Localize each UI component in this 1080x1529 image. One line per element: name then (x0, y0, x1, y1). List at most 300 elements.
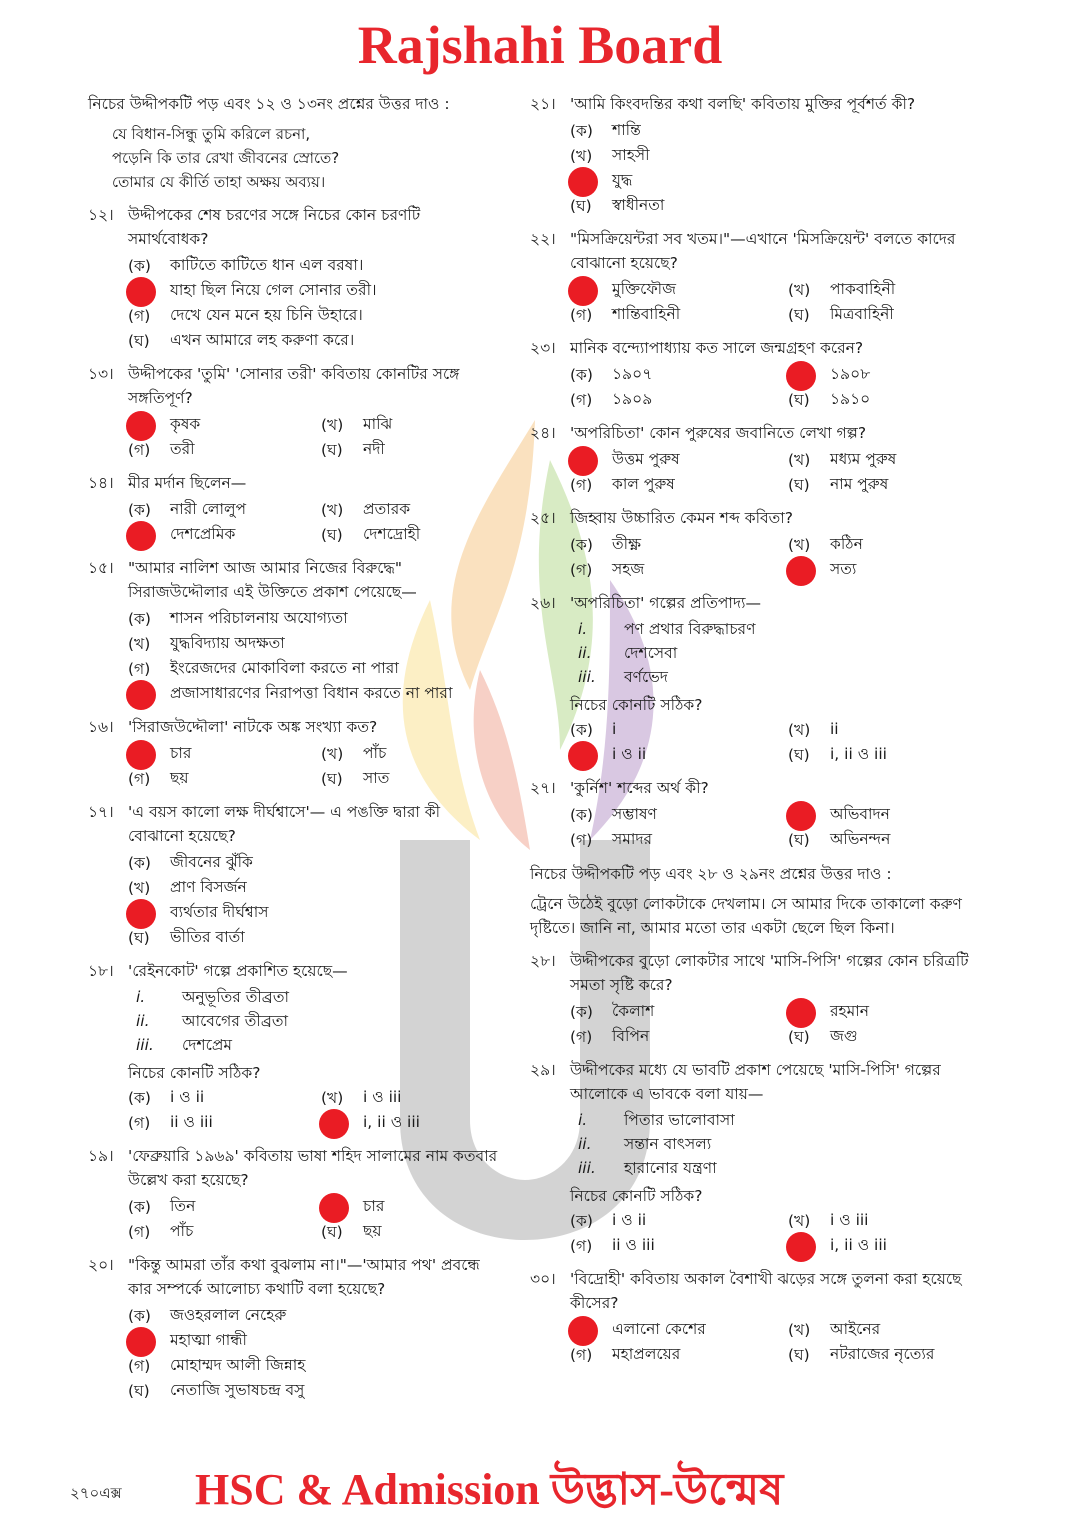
option-mark: (ঘ) (128, 929, 150, 948)
question-number: ১৫। (88, 559, 114, 578)
option-text: অভিনন্দন (830, 830, 891, 849)
option-correct[interactable] (128, 1328, 498, 1353)
option[interactable] (128, 1303, 498, 1328)
option[interactable] (128, 1194, 305, 1219)
option[interactable] (788, 447, 990, 472)
option[interactable] (128, 303, 498, 328)
option-correct[interactable] (570, 277, 772, 302)
statement-numeral: ii. (136, 1012, 150, 1031)
statement-list (578, 1108, 990, 1180)
option[interactable] (788, 1024, 990, 1049)
option-text: আইনের (830, 1320, 881, 1339)
question-number: ২৫। (530, 509, 556, 528)
passage-line: পড়েনি কি তার রেখা জীবনের স্রোতে? (112, 149, 340, 168)
question-25 (530, 506, 990, 582)
option-text: প্রতারক (363, 500, 411, 519)
question-number: ১৩। (88, 365, 114, 384)
option-mark: (গ) (570, 1237, 593, 1256)
question-27 (530, 776, 990, 852)
question-number: ২১। (530, 95, 556, 113)
option-text: জগু (830, 1027, 858, 1046)
option-mark: (গ) (128, 441, 151, 460)
option-text: ভীতির বার্তা (170, 928, 245, 947)
option[interactable] (570, 362, 772, 387)
answer-dot-icon (319, 1109, 349, 1139)
question-stem: মানিক বন্দ্যোপাধ্যায় কত সালে জন্মগ্রহণ করেন? (570, 339, 864, 358)
question-stem: উদ্দীপকের শেষ চরণের সঙ্গে নিচের কোন চরণটি সমার্থবোধক? (128, 206, 421, 249)
option-text: সম্ভাষণ (612, 805, 657, 824)
question-stem: 'রেইনকোট' গল্পে প্রকাশিত হয়েছে— (128, 962, 348, 981)
option-text: i ও iii (363, 1088, 402, 1107)
statement-text: দেশপ্রেম (182, 1036, 233, 1055)
question-14 (88, 471, 498, 547)
question-stem: উদ্দীপকের 'তুমি' 'সোনার তরী' কবিতায় কোনটির সঙ্গে সঙ্গতিপূর্ণ? (128, 365, 460, 408)
option-text: স্বাধীনতা (612, 196, 665, 215)
option[interactable] (321, 766, 498, 791)
option-mark: (খ) (788, 451, 811, 470)
statement-text: অনুভূতির তীব্রতা (182, 988, 289, 1007)
option-mark: (গ) (570, 831, 593, 850)
option-mark: (খ) (788, 1321, 811, 1340)
option-text: জওহরলাল নেহেরু (170, 1306, 287, 1325)
question-stem: জিহ্বায় উচ্চারিত কেমন শব্দ কবিতা? (570, 509, 794, 528)
question-stem: 'আমি কিংবদন্তির কথা বলছি' কবিতায় মুক্তির পূর্বশর্ত কী? (570, 95, 916, 113)
question-20 (88, 1253, 498, 1403)
option-mark: (ক) (570, 1212, 593, 1231)
option-text: ii ও iii (170, 1113, 213, 1132)
statement-numeral: ii. (578, 644, 592, 663)
which-correct-prompt: নিচের কোনটি সঠিক? (570, 696, 703, 715)
option-text: i, ii ও iii (830, 745, 887, 764)
option[interactable] (321, 741, 498, 766)
option-text: i ও ii (612, 745, 647, 764)
option-text: মাঝি (363, 415, 393, 434)
question-stem: উদ্দীপকের মধ্যে যে ভাবটি প্রকাশ পেয়েছে 'মাসি-পিসি' গল্পের আলোকে এ ভাবকে বলা যায়— (570, 1061, 941, 1104)
option-text: i, ii ও iii (830, 1236, 887, 1255)
passage-line: তোমার যে কীর্তি তাহা অক্ষয় অব্যয়। (112, 173, 326, 192)
option-text: জীবনের ঝুঁকি (170, 853, 253, 872)
option-text: চার (170, 744, 192, 763)
option-text: প্রাণ বিসর্জন (170, 878, 247, 897)
option[interactable] (570, 387, 772, 412)
option[interactable] (128, 875, 498, 900)
statement-numeral: ii. (578, 1135, 592, 1154)
option-text: প্রজাসাধারণের নিরাপত্তা বিধান করতে না পারা (170, 684, 453, 703)
statement-text: পণ প্রথার বিরুদ্ধাচরণ (624, 620, 756, 639)
option-text: কৈলাশ (612, 1002, 655, 1021)
which-correct-prompt: নিচের কোনটি সঠিক? (128, 1064, 261, 1083)
option[interactable] (570, 1233, 772, 1258)
option-text: মোহাম্মদ আলী জিন্নাহ (170, 1356, 306, 1375)
option-mark: (গ) (128, 1357, 151, 1376)
option-mark: (গ) (570, 561, 593, 580)
left-column (88, 92, 498, 1403)
option-mark: (ক) (570, 721, 593, 740)
option-mark: (ঘ) (321, 770, 343, 789)
option-text: এলানো কেশের (612, 1320, 706, 1339)
option-text: ii (830, 720, 839, 739)
option-text: পাঁচ (363, 744, 387, 763)
option-text: নারী লোলুপ (170, 500, 247, 519)
option-text: ১৯১০ (830, 390, 871, 409)
answer-dot-icon (786, 556, 816, 586)
option[interactable] (128, 328, 498, 353)
option-mark: (গ) (570, 391, 593, 410)
passage2-intro: নিচের উদ্দীপকটি পড় এবং ২৮ ও ২৯নং প্রশ্নের উত্তর দাও : (530, 865, 892, 884)
option-mark: (ক) (128, 257, 151, 276)
option-mark: (ঘ) (788, 746, 810, 765)
question-number: ২৯। (530, 1061, 556, 1080)
option[interactable] (321, 497, 498, 522)
option[interactable] (788, 532, 990, 557)
option-mark: (খ) (321, 501, 344, 520)
option-mark: (গ) (128, 770, 151, 789)
question-number: ২৪। (530, 424, 556, 443)
page-footer (0, 1456, 1080, 1516)
statement-text: সন্তান বাৎসল্য (624, 1135, 712, 1154)
statement-text: আবেগের তীব্রতা (182, 1012, 288, 1031)
option-mark: (গ) (128, 1223, 151, 1242)
which-correct-prompt: নিচের কোনটি সঠিক? (570, 1187, 703, 1206)
question-number: ৩০। (530, 1270, 556, 1289)
statement-text: দেশসেবা (624, 644, 678, 663)
option-text: মহাত্মা গান্ধী (170, 1331, 247, 1350)
option-mark: (গ) (570, 1028, 593, 1047)
option[interactable] (570, 827, 772, 852)
question-17 (88, 800, 498, 950)
option-mark: (ক) (128, 1198, 151, 1217)
option-text: i ও ii (170, 1088, 205, 1107)
option-mark: (খ) (321, 416, 344, 435)
option-text: পাঁচ (170, 1222, 194, 1241)
board-title: Rajshahi Board (357, 15, 723, 75)
option-text: i, ii ও iii (363, 1113, 420, 1132)
option-text: নাম পুরুষ (830, 475, 889, 494)
option-text: দেশপ্রেমিক (170, 525, 236, 544)
option[interactable] (570, 118, 990, 143)
option-text: চার (363, 1197, 385, 1216)
option-text: সাহসী (612, 146, 650, 165)
option[interactable] (128, 766, 305, 791)
option-mark: (গ) (570, 1346, 593, 1365)
option[interactable] (570, 1208, 772, 1233)
option-mark: (ক) (128, 1089, 151, 1108)
option-text: শান্তিবাহিনী (612, 305, 681, 324)
option[interactable] (570, 1342, 772, 1367)
option-text: নদী (363, 440, 385, 459)
option-text: কঠিন (830, 535, 863, 554)
option-correct[interactable] (321, 1110, 498, 1135)
option[interactable] (128, 437, 305, 462)
option[interactable] (788, 717, 990, 742)
question-19 (88, 1144, 498, 1244)
option-mark: (খ) (788, 1212, 811, 1231)
option[interactable] (570, 802, 772, 827)
option[interactable] (128, 1085, 305, 1110)
option-mark: (গ) (570, 476, 593, 495)
statement-list (578, 617, 990, 689)
option[interactable] (128, 1110, 305, 1135)
option[interactable] (321, 437, 498, 462)
option-text: i (612, 720, 617, 739)
option-mark: (ঘ) (788, 306, 810, 325)
question-18 (88, 959, 498, 1135)
option[interactable] (128, 253, 498, 278)
option-text: রহমান (830, 1002, 870, 1021)
option[interactable] (788, 827, 990, 852)
option-text: মহাপ্রলয়ের (612, 1345, 681, 1364)
option-text: সাত (363, 769, 390, 788)
option-correct[interactable] (128, 278, 498, 303)
option-mark: (ক) (570, 806, 593, 825)
question-stem: উদ্দীপকের বুড়ো লোকটার সাথে 'মাসি-পিসি' গল্পের কোন চরিত্রটি সমতা সৃষ্টি করে? (570, 952, 969, 995)
statement-numeral: iii. (578, 668, 596, 687)
question-number: ১৬। (88, 718, 114, 737)
answer-dot-icon (126, 680, 156, 710)
option[interactable] (128, 850, 498, 875)
option-mark: (ক) (570, 536, 593, 555)
option[interactable] (570, 557, 772, 582)
option-correct[interactable] (321, 1194, 498, 1219)
option[interactable] (321, 522, 498, 547)
option[interactable] (128, 925, 498, 950)
option-correct[interactable] (788, 362, 990, 387)
option-text: শান্তি (612, 121, 641, 140)
option-text: শাসন পরিচালনায় অযোগ্যতা (170, 609, 348, 628)
question-12 (88, 203, 498, 353)
answer-dot-icon (786, 1232, 816, 1262)
option-correct[interactable] (788, 802, 990, 827)
option-text: সমাদর (612, 830, 653, 849)
option-text: ১৯০৮ (830, 365, 871, 384)
statement-numeral: i. (578, 620, 588, 639)
question-number: ২২। (530, 230, 556, 249)
option-correct[interactable] (128, 741, 305, 766)
question-number: ২৭। (530, 779, 556, 798)
option[interactable] (788, 1342, 990, 1367)
option-mark: (ঘ) (128, 1382, 150, 1401)
option[interactable] (570, 1024, 772, 1049)
option-mark: (ঘ) (788, 1346, 810, 1365)
option-text: i ও ii (612, 1211, 647, 1230)
question-13 (88, 362, 498, 462)
question-number: ২৮। (530, 952, 556, 971)
option-text: ১৯০৯ (612, 390, 653, 409)
option-text: ১৯০৭ (612, 365, 653, 384)
option-mark: (ক) (570, 1003, 593, 1022)
option-mark: (খ) (321, 745, 344, 764)
question-stem: "মিসক্রিয়েন্টরা সব খতম।"—এখানে 'মিসক্রিয়েন্ট' বলতে কাদের বোঝানো হয়েছে? (570, 230, 956, 273)
answer-dot-icon (126, 521, 156, 551)
option-mark: (ঘ) (788, 476, 810, 495)
question-stem: মীর মর্দান ছিলেন— (128, 474, 247, 493)
footer-title: HSC & Admission উদ্ভাস-উন্মেষ (195, 1465, 784, 1514)
question-16 (88, 715, 498, 791)
passage-intro: নিচের উদ্দীপকটি পড় এবং ১২ ও ১৩নং প্রশ্নের উত্তর দাও : (88, 95, 450, 113)
option[interactable] (570, 472, 772, 497)
option-text: i ও iii (830, 1211, 869, 1230)
option[interactable] (788, 277, 990, 302)
statement-numeral: i. (136, 988, 146, 1007)
option-text: মিত্রবাহিনী (830, 305, 894, 324)
question-stem: 'ফেব্রুয়ারি ১৯৬৯' কবিতায় ভাষা শহিদ সালামের নাম কতবার উল্লেখ করা হয়েছে? (128, 1147, 498, 1190)
option-mark: (গ) (570, 306, 593, 325)
option[interactable] (321, 1219, 498, 1244)
option-mark: (ঘ) (321, 441, 343, 460)
question-stem: "কিন্তু আমরা তাঁর কথা বুঝলাম না।"—'আমার পথ' প্রবন্ধে কার সম্পর্কে আলোচ্য কথাটি বলা হয়েছে? (128, 1256, 480, 1299)
passage2-text: ট্রেনে উঠেই বুড়ো লোকটাকে দেখলাম। সে আমার দিকে তাকালো করুণ দৃষ্টিতে। জানি না, আমার মতো তার একটা ছেলে ছিল কিনা। (530, 895, 962, 938)
option-correct[interactable] (128, 522, 305, 547)
option[interactable] (128, 656, 498, 681)
option-mark: (ক) (128, 610, 151, 629)
question-stem: 'অপরিচিতা' কোন পুরুষের জবানিতে লেখা গল্প? (570, 424, 867, 443)
option[interactable] (570, 302, 772, 327)
option-text: ব্যর্থতার দীর্ঘশ্বাস (170, 903, 269, 922)
question-30 (530, 1267, 990, 1367)
option-correct[interactable] (128, 900, 498, 925)
option-mark: (ক) (128, 854, 151, 873)
option[interactable] (128, 497, 305, 522)
question-22 (530, 227, 990, 327)
option-text: এখন আমারে লহ করুণা করে। (170, 331, 355, 350)
question-number: ১২। (88, 206, 114, 225)
question-number: ১৪। (88, 474, 114, 493)
option-correct[interactable] (128, 681, 498, 706)
option[interactable] (128, 1353, 498, 1378)
option-text: অভিবাদন (830, 805, 890, 824)
statement-text: পিতার ভালোবাসা (624, 1111, 735, 1130)
option-text: দেখে যেন মনে হয় চিনি উহারে। (170, 306, 363, 325)
option-correct[interactable] (128, 412, 305, 437)
statement-text: বর্ণভেদ (624, 668, 668, 687)
answer-dot-icon (568, 741, 598, 771)
option[interactable] (128, 631, 498, 656)
question-number: ১৯। (88, 1147, 114, 1166)
option-text: কাল পুরুষ (612, 475, 675, 494)
question-stem: 'কুর্নিশ' শব্দের অর্থ কী? (570, 779, 709, 798)
option[interactable] (788, 1208, 990, 1233)
statement-numeral: i. (578, 1111, 588, 1130)
option-mark: (ঘ) (788, 1028, 810, 1047)
option-mark: (ঘ) (321, 1223, 343, 1242)
option-text: নটরাজের নৃত্যের (830, 1345, 935, 1364)
statement-numeral: iii. (578, 1159, 596, 1178)
question-number: ২০। (88, 1256, 114, 1275)
option-correct[interactable] (788, 1233, 990, 1258)
option-text: তিন (170, 1197, 196, 1216)
option-mark: (ঘ) (788, 391, 810, 410)
option[interactable] (788, 742, 990, 767)
option-text: বিপিন (612, 1027, 650, 1046)
question-26 (530, 591, 990, 767)
question-number: ২৩। (530, 339, 556, 358)
option-mark: (ঘ) (788, 831, 810, 850)
option-text: কৃষক (170, 415, 201, 434)
option-mark: (খ) (788, 721, 811, 740)
option-text: ii ও iii (612, 1236, 655, 1255)
option[interactable] (128, 1219, 305, 1244)
option-text: কাটিতে কাটিতে ধান এল বরষা। (170, 256, 364, 275)
option-text: উত্তম পুরুষ (612, 450, 680, 469)
option-mark: (গ) (128, 307, 151, 326)
option-text: নেতাজি সুভাষচন্দ্র বসু (170, 1381, 305, 1400)
option-mark: (খ) (321, 1089, 344, 1108)
question-23 (530, 336, 990, 412)
option[interactable] (570, 143, 990, 168)
question-29 (530, 1058, 990, 1258)
option-text: যুদ্ধবিদ্যায় অদক্ষতা (170, 634, 285, 653)
statement-text: হারানোর যন্ত্রণা (624, 1159, 717, 1178)
question-stem: 'অপরিচিতা' গল্পের প্রতিপাদ্য— (570, 594, 761, 613)
question-21 (530, 92, 990, 218)
option-text: ছয় (170, 769, 189, 788)
option-mark: (ঘ) (128, 332, 150, 351)
option[interactable] (570, 717, 772, 742)
statement-list (136, 985, 498, 1057)
option-mark: (খ) (788, 281, 811, 300)
option-mark: (খ) (570, 147, 593, 166)
option-mark: (ঘ) (321, 526, 343, 545)
option-mark: (খ) (128, 635, 151, 654)
option-correct[interactable] (570, 168, 990, 193)
option-text: পাকবাহিনী (830, 280, 896, 299)
option-correct[interactable] (570, 447, 772, 472)
passage-line: যে বিধান-সিন্ধু তুমি করিলে রচনা, (112, 125, 311, 144)
option[interactable] (788, 1317, 990, 1342)
option-mark: (ঘ) (570, 197, 592, 216)
option-correct[interactable] (788, 999, 990, 1024)
option[interactable] (788, 472, 990, 497)
option[interactable] (788, 302, 990, 327)
option-mark: (ক) (570, 366, 593, 385)
option-correct[interactable] (788, 557, 990, 582)
option[interactable] (570, 532, 772, 557)
option-text: তীক্ষ্ণ (612, 535, 641, 554)
question-24 (530, 421, 990, 497)
option-mark: (গ) (128, 1114, 151, 1133)
passage-poem (112, 122, 498, 194)
option-text: যাহা ছিল নিয়ে গেল সোনার তরী। (170, 281, 377, 300)
question-number: ২৬। (530, 594, 556, 613)
option-correct[interactable] (570, 1317, 772, 1342)
option-correct[interactable] (570, 742, 772, 767)
question-stem: 'এ বয়স কালো লক্ষ দীর্ঘশ্বাসে'— এ পঙক্তি দ্বারা কী বোঝানো হয়েছে? (128, 803, 441, 846)
option[interactable] (128, 606, 498, 631)
question-number: ১৮। (88, 962, 114, 981)
option-mark: (খ) (788, 536, 811, 555)
option[interactable] (570, 193, 990, 218)
question-15 (88, 556, 498, 706)
question-stem: 'সিরাজউদ্দৌলা' নাটকে অঙ্ক সংখ্যা কত? (128, 718, 378, 737)
option[interactable] (128, 1378, 498, 1403)
option[interactable] (788, 387, 990, 412)
option-mark: (ক) (128, 501, 151, 520)
question-stem: "আমার নালিশ আজ আমার নিজের বিরুদ্ধে" সিরাজউদ্দৌলার এই উক্তিতে প্রকাশ পেয়েছে— (128, 559, 417, 602)
option[interactable] (321, 412, 498, 437)
question-stem: 'বিদ্রোহী' কবিতায় অকাল বৈশাখী ঝড়ের সঙ্গে তুলনা করা হয়েছে কীসের? (570, 1270, 962, 1313)
option-text: তরী (170, 440, 195, 459)
option-mark: (ক) (570, 122, 593, 141)
question-number: ১৭। (88, 803, 114, 822)
option-mark: (খ) (128, 879, 151, 898)
option-text: যুদ্ধ (612, 171, 633, 190)
option-text: মুক্তিফৌজ (612, 280, 676, 299)
option[interactable] (570, 999, 772, 1024)
statement-numeral: iii. (136, 1036, 154, 1055)
option-text: সত্য (830, 560, 857, 579)
option[interactable] (321, 1085, 498, 1110)
option-mark: (গ) (128, 660, 151, 679)
